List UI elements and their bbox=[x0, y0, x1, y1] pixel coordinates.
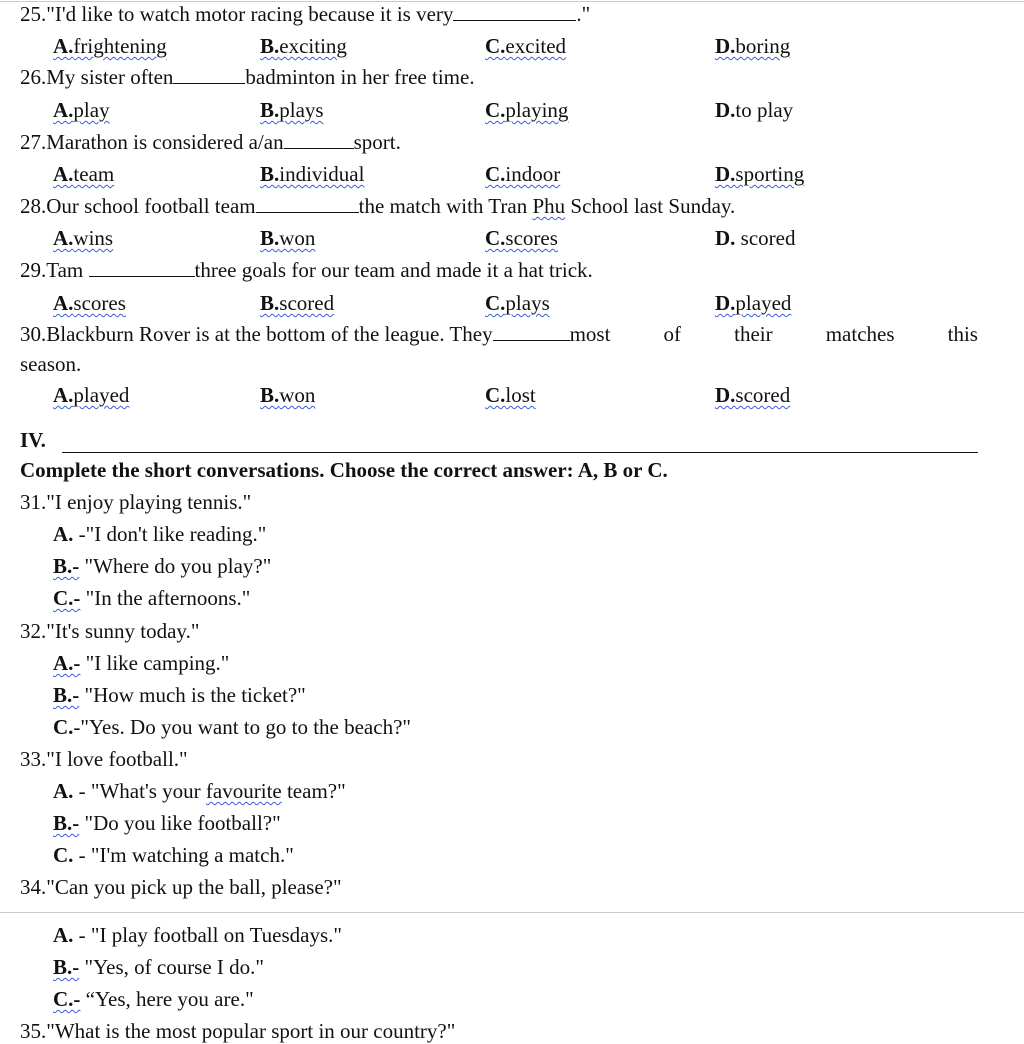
q27-option-b[interactable]: B.individual bbox=[260, 162, 365, 186]
answer-blank bbox=[256, 196, 359, 213]
question-26: 26.My sister often badminton in her free time. bbox=[20, 65, 475, 89]
question-33: 33."I love football." bbox=[20, 747, 188, 771]
q26-option-b[interactable]: B.plays bbox=[260, 98, 324, 122]
answer-blank bbox=[493, 324, 570, 341]
q28-option-c[interactable]: C.scores bbox=[485, 226, 558, 250]
q30-option-a[interactable]: A.played bbox=[53, 383, 130, 407]
q25-option-d[interactable]: D.boring bbox=[715, 34, 791, 58]
q30-option-d[interactable]: D.scored bbox=[715, 383, 791, 407]
q34-option-a[interactable]: A. - "I play football on Tuesdays." bbox=[53, 923, 342, 947]
q32-option-b[interactable]: B.- "How much is the ticket?" bbox=[53, 683, 306, 707]
q33-option-c[interactable]: C. - "I'm watching a match." bbox=[53, 843, 294, 867]
q28-option-d[interactable]: D. scored bbox=[715, 226, 796, 250]
answer-blank bbox=[284, 132, 354, 149]
section-title-blank bbox=[62, 452, 978, 453]
question-27: 27.Marathon is considered a/an sport. bbox=[20, 130, 401, 154]
question-34: 34."Can you pick up the ball, please?" bbox=[20, 875, 342, 899]
section-number: IV. bbox=[20, 428, 46, 452]
q33-option-b[interactable]: B.- "Do you like football?" bbox=[53, 811, 281, 835]
q28-option-a[interactable]: A.wins bbox=[53, 226, 114, 250]
answer-blank bbox=[453, 4, 576, 21]
q32-option-c[interactable]: C.-"Yes. Do you want to go to the beach?" bbox=[53, 715, 411, 739]
q26-option-d[interactable]: D.to play bbox=[715, 98, 794, 122]
q29-option-b[interactable]: B.scored bbox=[260, 291, 335, 315]
question-35: 35."What is the most popular sport in our country?" bbox=[20, 1019, 456, 1043]
q34-option-c[interactable]: C.- “Yes, here you are." bbox=[53, 987, 254, 1011]
q29-option-d[interactable]: D.played bbox=[715, 291, 792, 315]
question-28: 28.Our school football team the match with Tran Phu School last Sunday. bbox=[20, 194, 736, 218]
q25-option-a[interactable]: A.frightening bbox=[53, 34, 167, 58]
q29-option-c[interactable]: C.plays bbox=[485, 291, 550, 315]
q27-option-a[interactable]: A.team bbox=[53, 162, 115, 186]
question-29: 29.Tam three goals for our team and made it a hat trick. bbox=[20, 258, 593, 282]
q26-option-a[interactable]: A.play bbox=[53, 98, 110, 122]
q30-option-b[interactable]: B.won bbox=[260, 383, 316, 407]
q30-option-c[interactable]: C.lost bbox=[485, 383, 536, 407]
answer-blank bbox=[89, 260, 195, 277]
q31-option-a[interactable]: A. -"I don't like reading." bbox=[53, 522, 267, 546]
section-instruction: Complete the short conversations. Choose the correct answer: A, B or C. bbox=[20, 458, 668, 482]
answer-blank bbox=[173, 67, 245, 84]
question-32: 32."It's sunny today." bbox=[20, 619, 200, 643]
question-25: 25."I'd like to watch motor racing because it is very ." bbox=[20, 2, 591, 26]
q27-option-d[interactable]: D.sporting bbox=[715, 162, 805, 186]
q29-option-a[interactable]: A.scores bbox=[53, 291, 126, 315]
q33-option-a[interactable]: A. - "What's your favourite team?" bbox=[53, 779, 346, 803]
question-30: 30.Blackburn Rover is at the bottom of the league. They most of their matches this bbox=[20, 322, 978, 346]
question-31: 31."I enjoy playing tennis." bbox=[20, 490, 252, 514]
q31-option-b[interactable]: B.- "Where do you play?" bbox=[53, 554, 272, 578]
q28-option-b[interactable]: B.won bbox=[260, 226, 316, 250]
q32-option-a[interactable]: A.- "I like camping." bbox=[53, 651, 230, 675]
q34-option-b[interactable]: B.- "Yes, of course I do." bbox=[53, 955, 264, 979]
q31-option-c[interactable]: C.- "In the afternoons." bbox=[53, 586, 251, 610]
q25-option-c[interactable]: C.excited bbox=[485, 34, 567, 58]
q25-option-b[interactable]: B.exciting bbox=[260, 34, 347, 58]
page-break-line bbox=[0, 912, 1024, 913]
q27-option-c[interactable]: C.indoor bbox=[485, 162, 561, 186]
question-30-continuation: season. bbox=[20, 352, 82, 376]
q26-option-c[interactable]: C.playing bbox=[485, 98, 569, 122]
